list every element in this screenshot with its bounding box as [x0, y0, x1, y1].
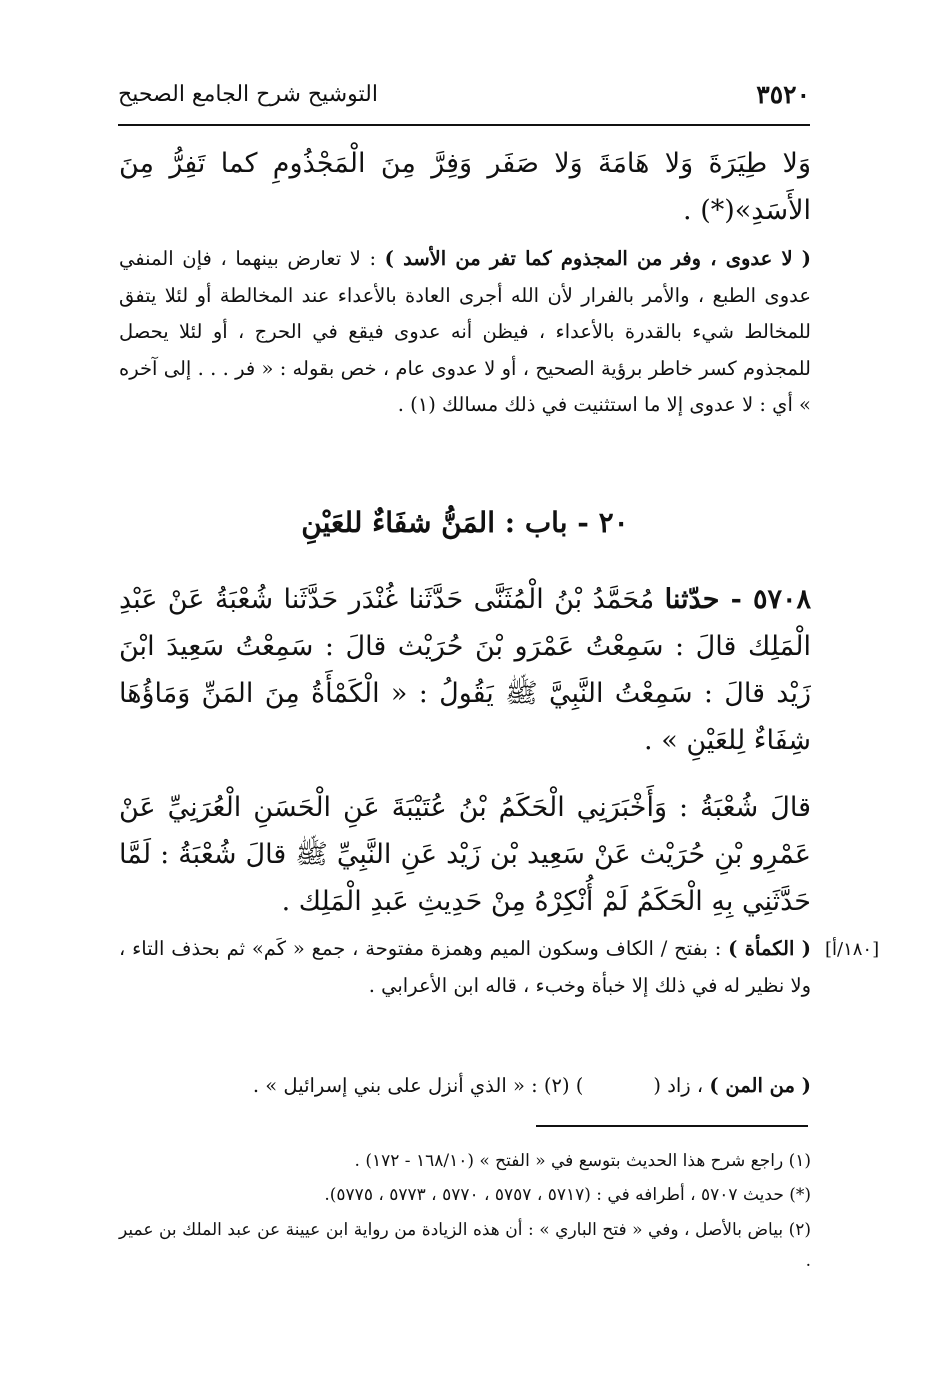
commentary-3-lemma: ( من المن )	[709, 1074, 811, 1097]
commentary-1-text: : لا تعارض بينهما ، فإن المنفي عدوى الطبع ، والأمر بالفرار لأن الله أجرى العادة بالأعداء عند المخالطة أو لئلا يتفق للمخالط شيء بالقدرة بالأعداء ، فيظن أنه عدوى فيقع في الحرج ، أو لئلا يحصل للمجذوم كسر خاطر برؤية الصحيح ، أو لا عدوى عام ، خص بقوله : « فر . . . إلى آخره » أي : لا عدوى إلا ما استثنيت في ذلك مسالك (١) .	[119, 247, 811, 416]
top-hadith-continuation	[119, 140, 811, 234]
page-header	[118, 78, 810, 126]
footnote-asterisk: (*) حديث ٥٧٠٧ ، أطرافه في : (٥٧١٧ ، ٥٧٥٧ ، ٥٧٧٠ ، ٥٧٧٣ ، ٥٧٧٥).	[324, 1185, 811, 1205]
commentary-paragraph-1	[119, 241, 811, 424]
commentary-paragraph-3	[119, 1068, 811, 1105]
commentary-1-lemma: ( لا عدوى ، وفر من المجذوم كما تفر من الأسد )	[384, 247, 812, 270]
manuscript-folio-reference: [١٨٠/أ]	[825, 939, 880, 960]
hadith-shuba-addition	[119, 784, 811, 925]
commentary-paragraph-2	[119, 931, 811, 1004]
hadith-5708-number: ٥٧٠٨ - حدّثنا	[664, 584, 812, 615]
page-number: ٣٥٢٠	[756, 80, 810, 109]
commentary-3-text-before-gap: ، زاد (	[653, 1074, 710, 1097]
running-title: التوشيح شرح الجامع الصحيح	[118, 82, 378, 107]
top-hadith-text: وَلا طِيَرَةَ وَلا هَامَةَ وَلا صَفَر وَفِرَّ مِنَ الْمَجْذُومِ كما تَفِرُّ مِنَ الأَسَدِ»(*) .	[119, 148, 811, 226]
footnote-separator	[536, 1125, 808, 1127]
chapter-heading: ٢٠ - باب : المَنُّ شفَاءٌ للعَيْنِ	[301, 506, 629, 539]
commentary-3-text-after-gap: ) (٢) : « الذي أنزل على بني إسرائيل » .	[252, 1074, 584, 1097]
footnote-2: (٢) بياض بالأصل ، وفي « فتح الباري » : أن هذه الزيادة من رواية ابن عيينة عن عبد الملك بن عمير .	[119, 1220, 811, 1271]
hadith-shuba-text: قالَ شُعْبَةُ : وَأَخْبَرَنِي الْحَكَمُ بْنُ عُتَيْبَةَ عَنِ الْحَسَنِ الْعُرَنِيِّ عَنْ عَمْرِو بْنِ حُرَيْث عَنْ سَعِيد بْن زَيْد عَنِ النَّبِيِّ ﷺ قالَ شُعْبَةُ : لَمَّا حَدَّثَنِي بِهِ الْحَكَمُ لَمْ أُنْكِرْهُ مِنْ حَدِيثِ عَبدِ الْمَلِك .	[119, 792, 811, 917]
hadith-5708-text: مُحَمَّدُ بْنُ الْمُثَنَّى حَدَّثَنا غُنْدَر حَدَّثَنا شُعْبَةُ عَنْ عَبْدِ الْمَلِك قالَ : سَمِعْتُ عَمْرَو بْنَ حُرَيْث قالَ : سَمِعْتُ سَعِيدَ ابْنَ زَيْد قالَ : سَمِعْتُ النَّبِيَّ ﷺ يَقُولُ : « الْكَمْأَةُ مِنَ المَنِّ وَمَاؤُهَا شِفَاءٌ لِلعَيْنِ » .	[119, 584, 811, 756]
commentary-2-text: : بفتح / الكاف وسكون الميم وهمزة مفتوحة ، جمع « كَم» ثم بحذف التاء ، ولا نظير له في ذلك إلا خبأة وخبء ، قاله ابن الأعرابي .	[119, 937, 811, 997]
footnote-1: (١) راجع شرح هذا الحديث بتوسع في « الفتح » (١٦٨/١٠ - ١٧٢) .	[354, 1151, 811, 1171]
commentary-2-lemma: ( الكمأة )	[728, 937, 811, 960]
hadith-5708	[119, 576, 811, 764]
